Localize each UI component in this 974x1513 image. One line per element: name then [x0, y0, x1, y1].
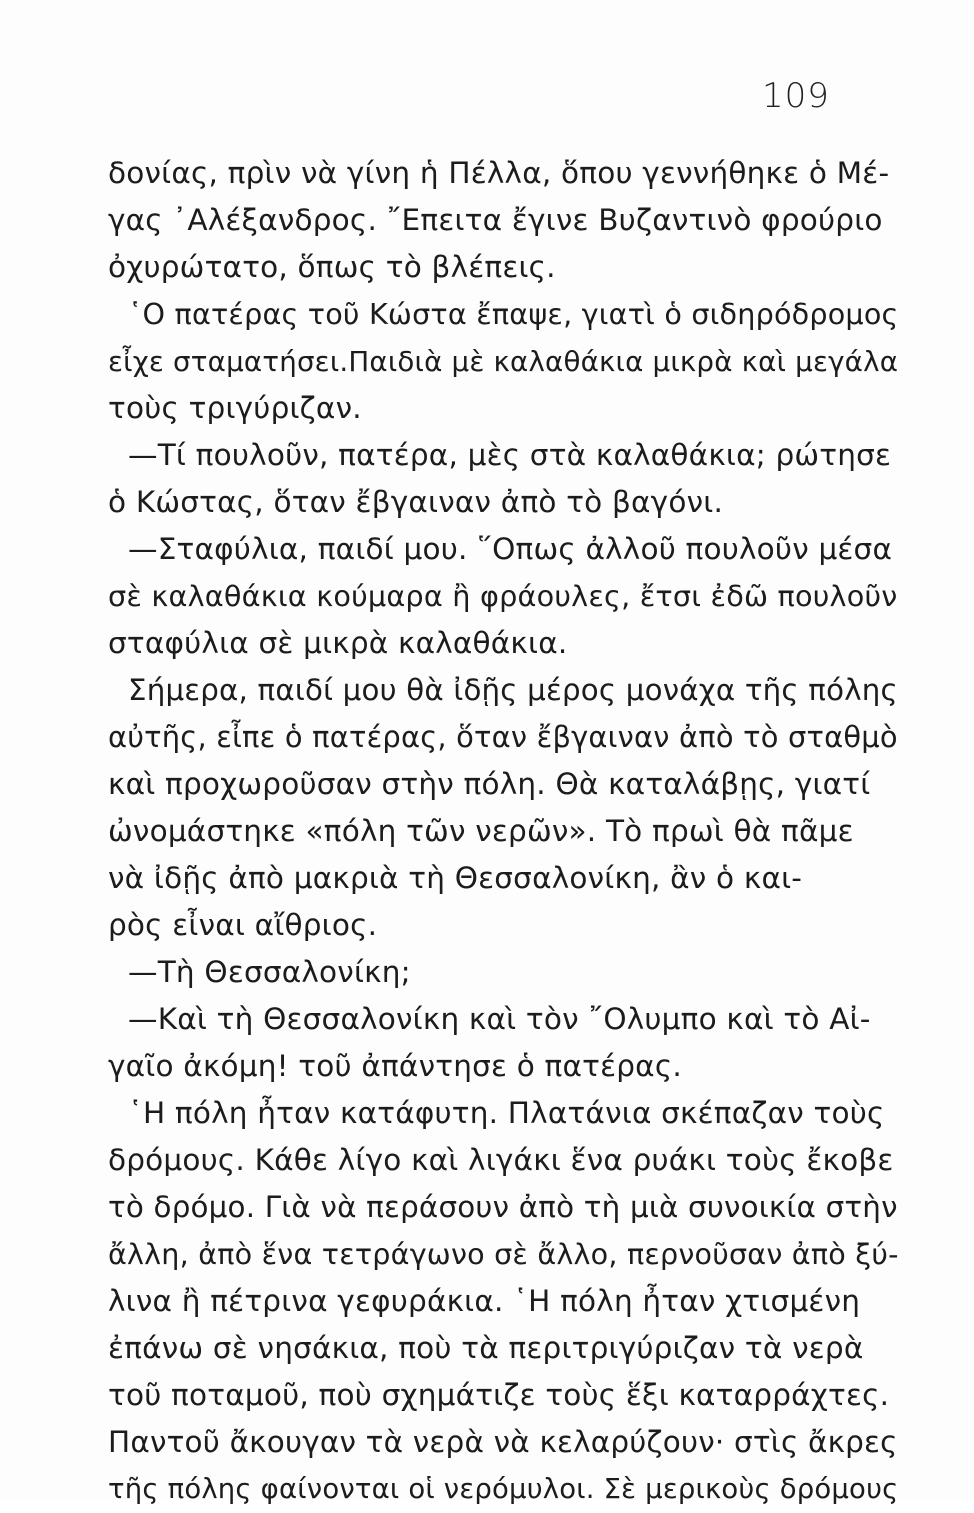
- text-line: σὲ καλαθάκια κούμαρα ἢ φράουλες, ἔτσι ἐδῶ πουλοῦν: [108, 579, 898, 613]
- text-line: τὸ δρόμο. Γιὰ νὰ περάσουν ἀπὸ τὴ μιὰ συνοικία στὴν: [108, 1190, 898, 1224]
- text-line: ῾Ο πατέρας τοῦ Κώστα ἔπαψε, γιατὶ ὁ σιδηρόδρομος: [128, 297, 899, 331]
- text-line: —Σταφύλια, παιδί μου. ῞Οπως ἀλλοῦ πουλοῦν μέσα: [128, 532, 893, 566]
- text-line: ὠνομάστηκε «πόλη τῶν νερῶν». Τὸ πρωὶ θὰ πᾶμε: [108, 814, 854, 848]
- text-line: ἄλλη, ἀπὸ ἕνα τετράγωνο σὲ ἄλλο, περνοῦσαν ἀπὸ ξύ-: [108, 1237, 899, 1271]
- text-line: εἶχε σταματήσει.Παιδιὰ μὲ καλαθάκια μικρὰ καὶ μεγάλα: [108, 345, 899, 378]
- text-line: καὶ προχωροῦσαν στὴν πόλη. Θὰ καταλάβῃς, γιατί: [108, 767, 871, 801]
- text-line: γας ᾿Αλέξανδρος. ῎Επειτα ἔγινε Βυζαντινὸ φρούριο: [108, 203, 883, 237]
- text-line: γαῖο ἀκόμη! τοῦ ἀπάντησε ὁ πατέρας.: [108, 1049, 682, 1083]
- body-text: [108, 150, 898, 1513]
- page-number: 109: [762, 76, 830, 116]
- text-line: Παντοῦ ἄκουγαν τὰ νερὰ νὰ κελαρύζουν· στὶς ἄκρες: [108, 1425, 898, 1459]
- text-line: ῾Η πόλη ἦταν κατάφυτη. Πλατάνια σκέπαζαν τοὺς: [128, 1096, 885, 1130]
- text-line: —Τὴ Θεσσαλονίκη;: [128, 955, 411, 989]
- text-line: ἐπάνω σὲ νησάκια, ποὺ τὰ περιτριγύριζαν τὰ νερὰ: [108, 1331, 864, 1365]
- text-line: Σήμερα, παιδί μου θὰ ἰδῇς μέρος μονάχα τῆς πόλης: [128, 673, 898, 707]
- text-line: —Καὶ τὴ Θεσσαλονίκη καὶ τὸν ῎Ολυμπο καὶ τὸ Αἰ-: [128, 1002, 871, 1036]
- text-line: ρὸς εἶναι αἴθριος.: [108, 908, 378, 942]
- text-line: ὀχυρώτατο, ὅπως τὸ βλέπεις.: [108, 250, 556, 284]
- text-line: νὰ ἰδῇς ἀπὸ μακριὰ τὴ Θεσσαλονίκη, ἂν ὁ και-: [108, 861, 803, 895]
- text-line: τοὺς τριγύριζαν.: [108, 391, 362, 425]
- text-line: δονίας, πρὶν νὰ γίνη ἡ Πέλλα, ὅπου γεννήθηκε ὁ Μέ-: [108, 156, 890, 190]
- text-line: —Τί πουλοῦν, πατέρα, μὲς στὰ καλαθάκια; ρώτησε: [128, 438, 892, 472]
- text-line: αὐτῆς, εἶπε ὁ πατέρας, ὅταν ἔβγαιναν ἀπὸ τὸ σταθμὸ: [108, 720, 898, 754]
- text-line: σταφύλια σὲ μικρὰ καλαθάκια.: [108, 626, 568, 660]
- text-line: δρόμους. Κάθε λίγο καὶ λιγάκι ἕνα ρυάκι τοὺς ἔκοβε: [108, 1143, 894, 1177]
- text-line: ὁ Κώστας, ὅταν ἔβγαιναν ἀπὸ τὸ βαγόνι.: [108, 485, 724, 519]
- text-line: τοῦ ποταμοῦ, ποὺ σχημάτιζε τοὺς ἕξι καταρράχτες.: [108, 1378, 890, 1412]
- text-line: λινα ἢ πέτρινα γεφυράκια. ῾Η πόλη ἦταν χτισμένη: [108, 1284, 861, 1318]
- text-line: τῆς πόλης φαίνονται οἱ νερόμυλοι. Σὲ μερικοὺς δρόμους: [108, 1473, 899, 1505]
